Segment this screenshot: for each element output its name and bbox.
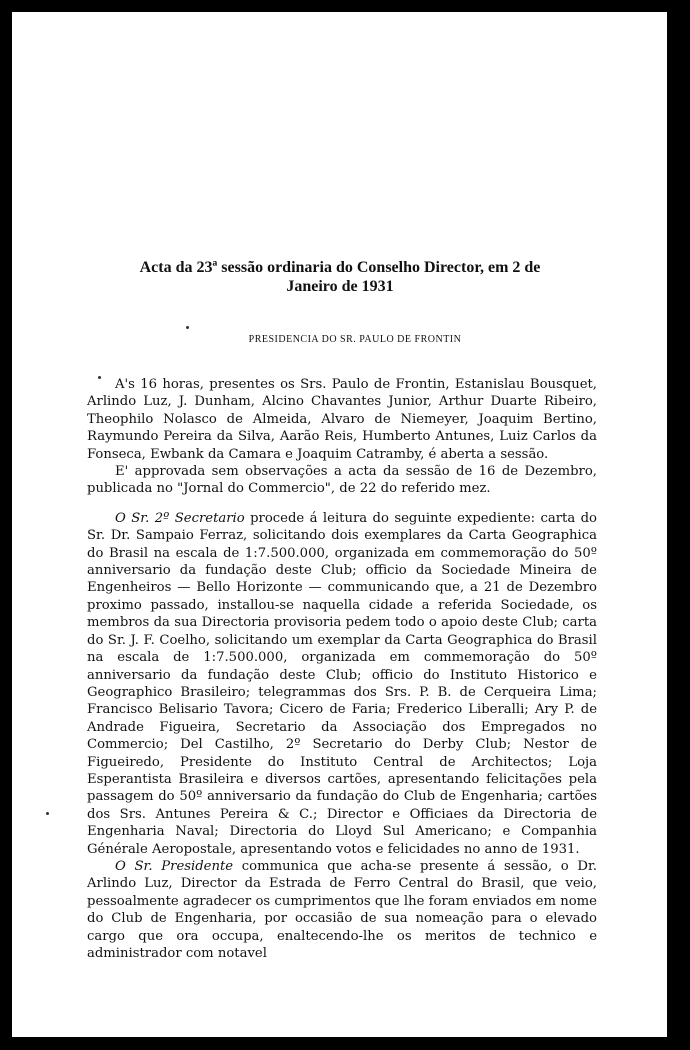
- speaker-secretary: O Sr. 2º Secretario: [115, 510, 245, 526]
- presidency-heading: PRESIDENCIA DO SR. PAULO DE FRONTIN: [248, 334, 462, 345]
- title-line-1: Acta da 23ª sessão ordinaria do Conselho Director, em 2 de: [139, 259, 541, 276]
- speck-mark: [186, 326, 189, 329]
- paragraph-approval: E' approvada sem observações a acta da sessão de 16 de Dezembro, publicada no "Jornal do Commercio", de 22 do referido mez.: [87, 464, 597, 497]
- paragraph-correspondence-text: procede á leitura do seguinte expediente: carta do Sr. Dr. Sampaio Ferraz, solicitando dois exemplares da Carta Geographica do Brasil na escala de 1:7.500.000, organizada em commemoração do 50º anniversario da fundação deste Club; officio da Sociedade Mineira de Engenheiros — Bello Horizonte — communicando que, a 21 de Dezembro proximo passado, installou-se naquella cidade a referida Sociedade, os membros da sua Directoria provisoria pedem todo o apoio deste Club; carta do Sr. J. F. Coelho, solicitando um exemplar da Carta Geographica do Brasil na escala de 1:7.500.000, organizada em commemoração do 50º anniversario da fundação deste Club; officio do Instituto Historico e Geographico Brasileiro; telegrammas dos Srs. P. B. de Cerqueira Lima; Francisco Belisario Tavora; Cicero de Faria; Frederico Liberalli; Ary P. de Andrade Figueira, Secretario da Associação dos Empregados no Commercio; Del Castilho, 2º Secretario do Derby Club; Nestor de Figueiredo, Presidente do Instituto Central de Architectos; Loja Esperantista Brasileira e diversos cartões, apresentando felicitações pela passagem do 50º anniversario da fundação do Club de Engenharia; cartões dos Srs. Antunes Pereira & C.; Director e Officiaes da Directoria de Engenharia Naval; Directoria do Lloyd Sul Americano; e Companhia Générale Aeropostale, apresentando votos e felicidades no anno de 1931.: [87, 510, 597, 857]
- paragraph-correspondence: [87, 510, 597, 858]
- document-body: [87, 376, 597, 962]
- paragraph-opening: A's 16 horas, presentes os Srs. Paulo de Frontin, Estanislau Bousquet, Arlindo Luz, J. Dunham, Alcino Chavantes Junior, Arthur Duarte Ribeiro, Theophilo Nolasco de Almeida, Alvaro de Niemeyer, Joaquim Bertino, Raymundo Pereira da Silva, Aarão Reis, Humberto Antunes, Luiz Carlos da Fonseca, Ewbank da Camara e Joaquim Catramby, é aberta a sessão.: [87, 377, 597, 462]
- speaker-president: O Sr. Presidente: [115, 858, 234, 874]
- document-title: [70, 258, 610, 296]
- speck-mark: [46, 812, 49, 815]
- title-line-2: Janeiro de 1931: [286, 278, 394, 295]
- paragraph-president: [87, 858, 597, 962]
- paragraph-president-text: communica que acha-se presente á sessão, o Dr. Arlindo Luz, Director da Estrada de Ferro Central do Brasil, que veio, pessoalmente agradecer os cumprimentos que lhe foram enviados em nome do Club de Engenharia, por occasião de sua nomeação para o elevado cargo que ora occupa, enaltecendo-lhe os meritos de technico e administrador com notavel: [87, 858, 598, 961]
